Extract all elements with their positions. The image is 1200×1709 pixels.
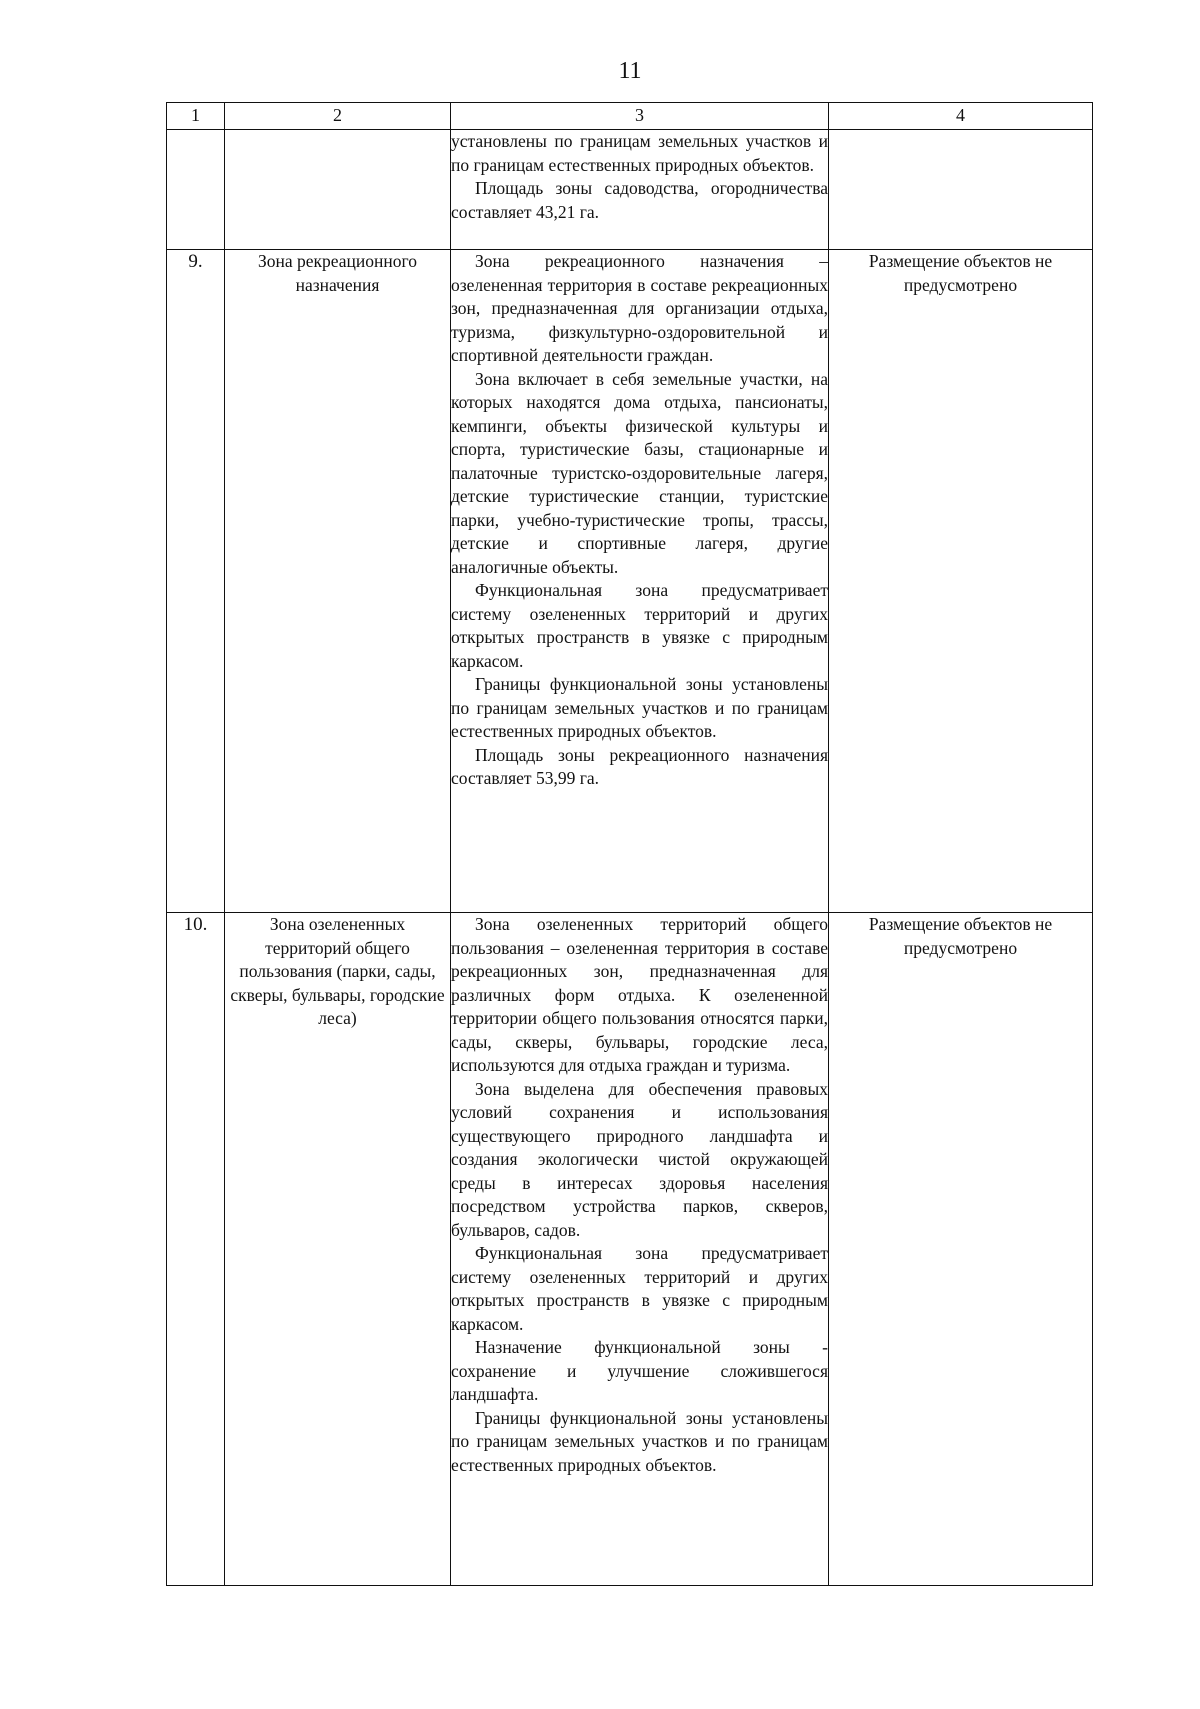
table-header-row: [167, 103, 1093, 130]
zone-name: [225, 130, 451, 250]
description-paragraph: Назначение функциональной зоны - сохранение и улучшение сложившегося ландшафта.: [451, 1337, 828, 1404]
header-col-3: 3: [451, 103, 829, 130]
zone-name: Зона рекреационного назначения: [225, 250, 451, 913]
description-paragraph: Границы функциональной зоны установлены по границам земельных участков и по границам естественных природных объектов.: [451, 674, 828, 741]
zone-description: [451, 130, 829, 250]
description-paragraph: установлены по границам земельных участков и по границам естественных природных объектов.: [451, 131, 828, 175]
row-number: 9.: [167, 250, 225, 913]
description-paragraph: Площадь зоны рекреационного назначения составляет 53,99 га.: [451, 744, 828, 788]
table-row: [167, 913, 1093, 1586]
page-number: 11: [618, 58, 642, 84]
row-number: [167, 130, 225, 250]
description-paragraph: Площадь зоны садоводства, огородничества составляет 43,21 га.: [451, 178, 828, 222]
description-paragraph: Границы функциональной зоны установлены по границам земельных участков и по границам естественных природных объектов.: [451, 1407, 828, 1475]
description-paragraph: Зона озелененных территорий общего пользования – озелененная территория в составе рекреационных зон, предназначенная для различных форм отдыха. К озелененной территории общего пользования относятся парки, сады, скверы, бульвары, городские леса, используются для отдыха граждан и туризма.: [451, 914, 828, 1075]
header-col-4: 4: [829, 103, 1093, 130]
description-paragraph: Зона рекреационного назначения – озелененная территория в составе рекреационных зон, предназначенная для организации отдыха, туризма, физкультурно-оздоровительной и спортивной деятельности граждан.: [451, 251, 828, 365]
zone-note: Размещение объектов не предусмотрено: [829, 250, 1093, 913]
table-row: [167, 130, 1093, 250]
description-paragraph: Зона включает в себя земельные участки, на которых находятся дома отдыха, пансионаты, кемпинги, объекты физической культуры и спорта, туристические базы, стационарные и палаточные туристско-оздоровительные лагеря, детские туристические станции, туристские парки, учебно-туристические тропы, трассы, детские и спортивные лагеря, другие аналогичные объекты.: [451, 368, 828, 577]
zone-name: Зона озелененных территорий общего пользования (парки, сады, скверы, бульвары, городские леса): [225, 913, 451, 1586]
zones-table: [166, 102, 1093, 1586]
header-col-1: 1: [167, 103, 225, 130]
header-col-2: 2: [225, 103, 451, 130]
row-number: 10.: [167, 913, 225, 1586]
table-row: [167, 250, 1093, 913]
zone-note: Размещение объектов не предусмотрено: [829, 913, 1093, 1586]
description-paragraph: Функциональная зона предусматривает систему озелененных территорий и других открытых пространств в увязке с природным каркасом.: [451, 580, 828, 671]
description-paragraph: Функциональная зона предусматривает систему озелененных территорий и других открытых пространств в увязке с природным каркасом.: [451, 1243, 828, 1334]
zone-description: [451, 913, 829, 1586]
zone-note: [829, 130, 1093, 250]
zone-description: [451, 250, 829, 913]
description-paragraph: Зона выделена для обеспечения правовых условий сохранения и использования существующего природного ландшафта и создания экологически чистой окружающей среды в интересах здоровья населения посредством устройства парков, скверов, бульваров, садов.: [451, 1078, 828, 1240]
